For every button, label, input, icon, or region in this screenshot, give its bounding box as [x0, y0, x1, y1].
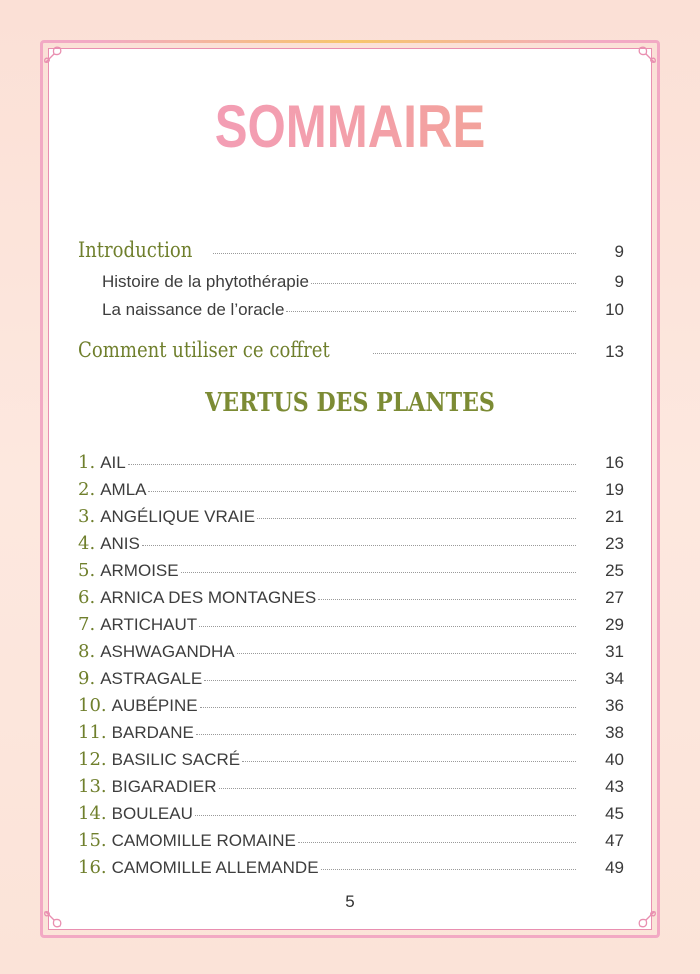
entry-number: 7. [78, 614, 96, 635]
page-ref: 29 [605, 615, 624, 634]
entry-label: AMLA [100, 480, 147, 499]
dot-leader [181, 572, 576, 573]
toc-entry[interactable] [78, 533, 624, 554]
toc-heading: Introduction [78, 238, 193, 262]
dot-leader [318, 599, 576, 600]
toc-entry[interactable] [78, 641, 624, 662]
entry-label: CAMOMILLE ROMAINE [111, 831, 296, 850]
page-ref: 27 [605, 588, 624, 607]
entry-number: 10. [78, 695, 107, 716]
toc-entry[interactable] [78, 830, 624, 851]
page-ref: 40 [605, 750, 624, 769]
toc-entry[interactable] [78, 560, 624, 581]
page-ref: 49 [605, 858, 624, 877]
entry-number: 4. [78, 533, 96, 554]
page-title: SOMMAIRE [63, 92, 637, 161]
dot-leader [204, 680, 576, 681]
dot-leader [200, 707, 576, 708]
frame-top-gradient [100, 40, 600, 43]
dot-leader [321, 869, 576, 870]
toc-entry[interactable] [78, 614, 624, 635]
dot-leader [242, 761, 576, 762]
entry-number: 15. [78, 830, 107, 851]
dot-leader [199, 626, 576, 627]
toc-entry[interactable] [78, 338, 624, 362]
entry-label: ARTICHAUT [100, 615, 198, 634]
page-ref: 21 [605, 507, 624, 526]
page-ref: 19 [605, 480, 624, 499]
entry-label: ANGÉLIQUE VRAIE [100, 507, 256, 526]
toc-entry[interactable] [78, 479, 624, 500]
toc-entry[interactable] [78, 749, 624, 770]
page-ref: 23 [605, 534, 624, 553]
entry-number: 5. [78, 560, 96, 581]
entry-number: 6. [78, 587, 96, 608]
toc-entry[interactable] [102, 300, 624, 320]
dot-leader [311, 283, 576, 284]
page-number: 5 [345, 892, 355, 911]
page-ref: 9 [614, 242, 624, 261]
entry-label: AUBÉPINE [111, 696, 198, 715]
toc-entry[interactable] [78, 722, 624, 743]
dot-leader [286, 311, 576, 312]
dot-leader [148, 491, 576, 492]
dot-leader [219, 788, 577, 789]
toc-entry[interactable] [78, 803, 624, 824]
dot-leader [373, 353, 576, 354]
entry-number: 16. [78, 857, 107, 878]
page-ref: 45 [605, 804, 624, 823]
toc-entry[interactable] [78, 776, 624, 797]
entry-label: ARMOISE [100, 561, 179, 580]
page-ref: 25 [605, 561, 624, 580]
entry-label: ASTRAGALE [100, 669, 203, 688]
entry-number: 11. [78, 722, 107, 743]
page-ref: 34 [605, 669, 624, 688]
toc-heading: Comment utiliser ce coffret [78, 338, 330, 362]
entry-label: AIL [100, 453, 126, 472]
entry-label: ANIS [100, 534, 140, 553]
entry-label: BARDANE [111, 723, 194, 742]
section-title: VERTUS DES PLANTES [205, 388, 495, 418]
toc-entry[interactable] [102, 272, 624, 292]
toc-subheading: Histoire de la phytothérapie [102, 272, 309, 291]
page-ref: 47 [605, 831, 624, 850]
toc-entry[interactable] [78, 506, 624, 527]
page-ref: 38 [605, 723, 624, 742]
entry-number: 14. [78, 803, 107, 824]
toc-entry[interactable] [78, 695, 624, 716]
page-ref: 10 [605, 300, 624, 319]
toc-entry[interactable] [78, 238, 624, 262]
page-ref: 43 [605, 777, 624, 796]
toc-entry[interactable] [78, 857, 624, 878]
dot-leader [128, 464, 576, 465]
dot-leader [298, 842, 576, 843]
entry-number: 3. [78, 506, 96, 527]
page-ref: 13 [605, 342, 624, 361]
entry-number: 2. [78, 479, 96, 500]
toc-entry[interactable] [78, 587, 624, 608]
entry-label: ARNICA DES MONTAGNES [100, 588, 317, 607]
page-ref: 31 [605, 642, 624, 661]
entry-label: BIGARADIER [111, 777, 217, 796]
entry-number: 8. [78, 641, 96, 662]
dot-leader [237, 653, 576, 654]
tulip-icon [632, 40, 660, 68]
page-ref: 9 [614, 272, 624, 291]
entry-label: BASILIC SACRÉ [111, 750, 241, 769]
toc-subheading: La naissance de l’oracle [102, 300, 285, 319]
dot-leader [196, 734, 576, 735]
page-ref: 16 [605, 453, 624, 472]
dot-leader [195, 815, 576, 816]
entry-label: BOULEAU [111, 804, 193, 823]
page-ref: 36 [605, 696, 624, 715]
entry-number: 13. [78, 776, 107, 797]
entry-number: 12. [78, 749, 107, 770]
dot-leader [142, 545, 576, 546]
toc-entry[interactable] [78, 452, 624, 473]
entry-number: 9. [78, 668, 96, 689]
dot-leader [257, 518, 576, 519]
dot-leader [213, 253, 576, 254]
toc-entry[interactable] [78, 668, 624, 689]
entry-label: ASHWAGANDHA [100, 642, 235, 661]
entry-label: CAMOMILLE ALLEMANDE [111, 858, 319, 877]
tulip-icon [40, 40, 68, 68]
entry-number: 1. [78, 452, 96, 473]
